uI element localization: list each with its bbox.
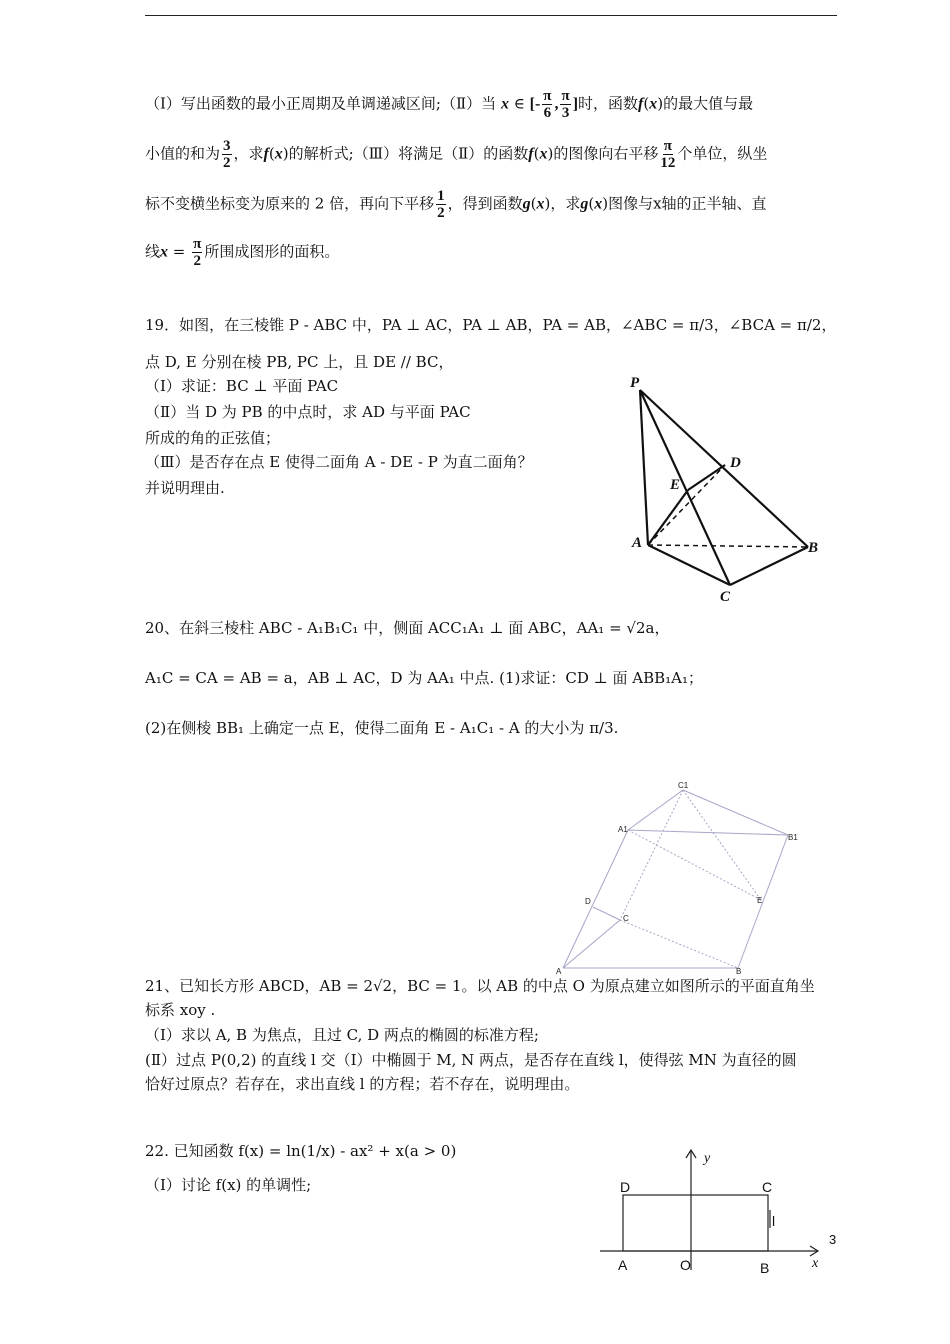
edge-ac <box>648 545 730 585</box>
q21-line-1: 21、已知长方形 ABCD，AB = 2√2，BC = 1。以 AB 的中点 O 为原点建立如图所示的平面直角坐 <box>145 977 815 995</box>
prism-figure <box>548 780 808 975</box>
label-c: C <box>720 589 731 605</box>
edge-pc <box>640 390 730 585</box>
label-o: O <box>680 1257 691 1273</box>
label-c: C <box>762 1179 773 1195</box>
q20-line-1: 20、在斜三棱柱 ABC - A₁B₁C₁ 中，侧面 ACC₁A₁ ⊥ 面 ABC，AA₁ = √2a， <box>145 619 670 637</box>
header-rule <box>145 15 837 16</box>
label-b1: B1 <box>788 833 798 842</box>
q19-line-1: 19．如图，在三棱锥 P - ABC 中，PA ⊥ AC，PA ⊥ AB，PA = AB，∠ABC = π/3，∠BCA = π/2， <box>145 316 837 334</box>
label-p: P <box>630 375 640 391</box>
q20-line-2: A₁C = CA = AB = a，AB ⊥ AC，D 为 AA₁ 中点. (1)求证：CD ⊥ 面 ABB₁A₁； <box>145 669 703 687</box>
q21-line-5: 恰好过原点？若存在，求出直线 l 的方程；若不存在，说明理由。 <box>145 1075 580 1093</box>
edge-ad-hidden <box>648 465 725 545</box>
label-a1: A1 <box>618 825 628 834</box>
label-c: C <box>623 914 629 923</box>
q21-line-4: (Ⅱ）过点 P(0,2) 的直线 l 交（Ⅰ）中椭圆于 M, N 两点，是否存在直线 l，使得弦 MN 为直径的圆 <box>145 1051 797 1069</box>
q19-part-2: （Ⅱ）当 D 为 PB 的中点时，求 AD 与平面 PAC <box>145 403 471 421</box>
q19-part-3b: 并说明理由. <box>145 479 225 497</box>
q22-line-2: （Ⅰ）讨论 f(x) 的单调性; <box>145 1176 312 1194</box>
edge-cb <box>730 547 808 585</box>
label-b: B <box>736 967 742 975</box>
q18-line-1: （Ⅰ）写出函数的最小正周期及单调递减区间;（Ⅱ）当 x ∈ [- $\frac{\pi}{6}$ , $\frac{\pi}{3}$ ]时，函数f(x)的最大值与最 <box>145 88 754 121</box>
q19-part-3: （Ⅲ）是否存在点 E 使得二面角 A - DE - P 为直二面角？ <box>145 453 533 471</box>
edge-ae <box>648 490 688 545</box>
label-y: y <box>704 1151 711 1166</box>
label-x: x <box>812 1256 819 1271</box>
label-a: A <box>632 535 643 551</box>
edge-pa <box>640 390 648 545</box>
q20-line-3: (2)在侧棱 BB₁ 上确定一点 E，使得二面角 E - A₁C₁ - A 的大小为 π/3. <box>145 719 619 737</box>
q18-line-3: 标不变横坐标变为原来的 2 倍，再向下平移 $\frac{1}{2}$ ，得到函数g(x)，求g(x)图像与x轴的正半轴、直 <box>145 188 767 221</box>
q18-line-4: 线x = $\frac{\pi}{2}$ 所围成图形的面积。 <box>145 236 340 269</box>
rectangle-axes-figure <box>590 1140 850 1275</box>
q19-part-1: （Ⅰ）求证：BC ⊥ 平面 PAC <box>145 377 339 395</box>
label-d: D <box>620 1179 631 1195</box>
q19-line-2: 点 D, E 分别在棱 PB, PC 上，且 DE // BC， <box>145 353 454 371</box>
label-l: l <box>772 1213 776 1229</box>
label-c1: C1 <box>678 781 689 790</box>
q22-line-1: 22. 已知函数 f(x) = ln(1/x) - ax² + x(a > 0) <box>145 1142 457 1160</box>
edge-ab-hidden <box>648 545 808 547</box>
label-a: A <box>556 967 562 975</box>
page-number: 3 <box>829 1232 837 1247</box>
label-e: E <box>757 896 763 905</box>
q21-line-2: 标系 xoy . <box>145 1001 216 1019</box>
edge-pb <box>640 390 808 547</box>
rectangle-abcd <box>623 1195 768 1251</box>
label-d: D <box>730 455 741 471</box>
label-b: B <box>808 540 819 556</box>
label-d: D <box>585 897 591 906</box>
label-e: E <box>670 477 681 493</box>
pyramid-figure <box>620 375 825 605</box>
edge-ed <box>688 465 725 490</box>
q18-line-2: 小值的和为 $\frac{3}{2}$ ，求f(x)的解析式;（Ⅲ）将满足（Ⅱ）的函数f(x)的图像向右平移 $\frac{\pi}{12}$ 个单位，纵坐 <box>145 138 768 171</box>
q21-line-3: （Ⅰ）求以 A, B 为焦点，且过 C, D 两点的椭圆的标准方程; <box>145 1026 539 1044</box>
q19-part-2b: 所成的角的正弦值； <box>145 429 281 447</box>
label-b: B <box>760 1260 770 1275</box>
label-a: A <box>618 1257 628 1273</box>
